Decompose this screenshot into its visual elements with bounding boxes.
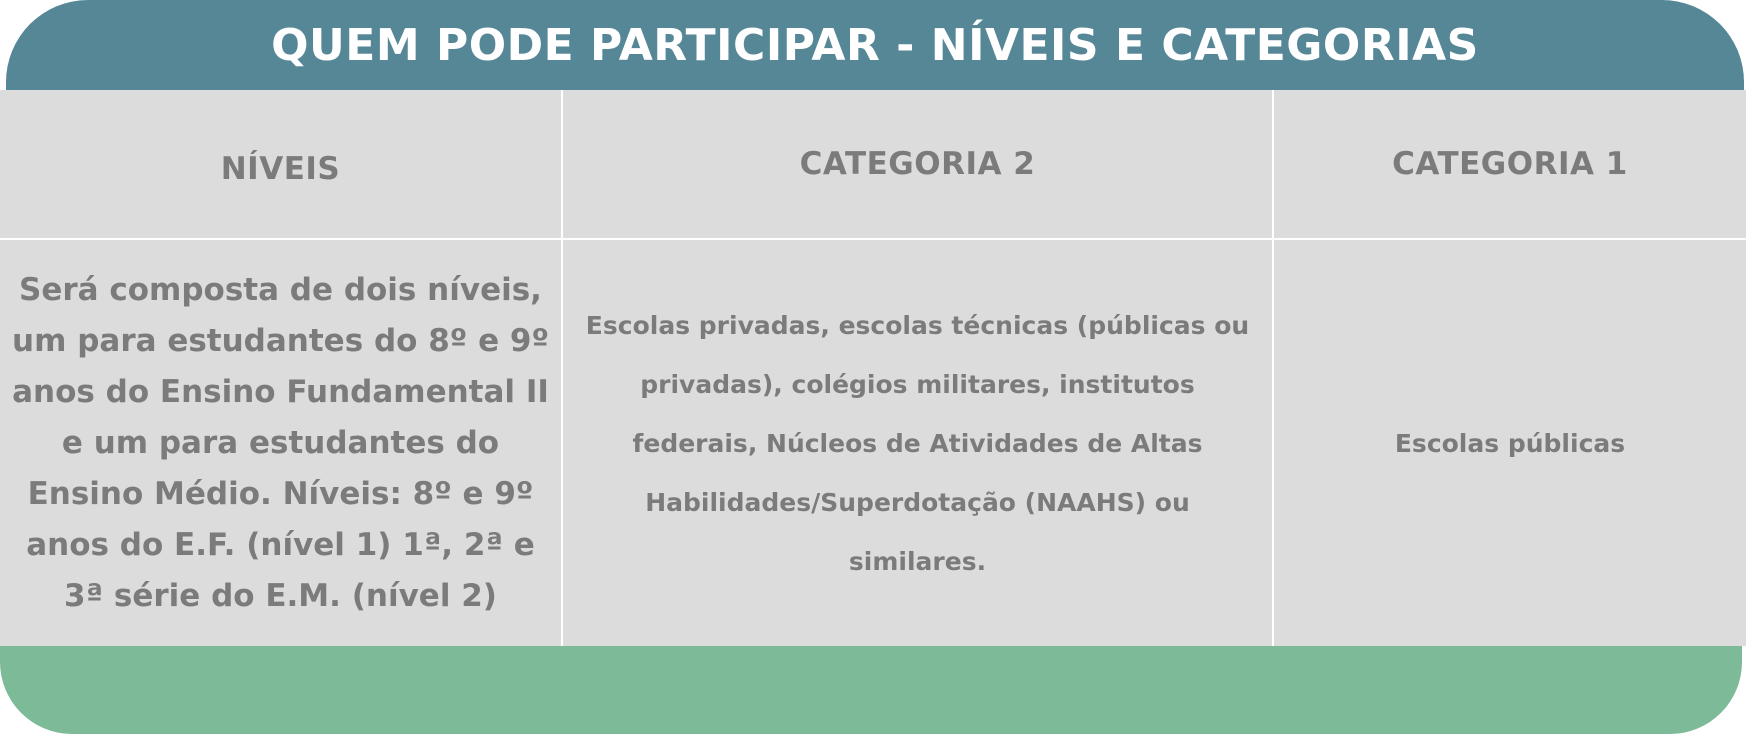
niveis-description: Será composta de dois níveis, um para estudantes do 8º e 9º anos do Ensino Fundamental II e um para estudantes do Ensino Médio. Níveis: 8º e 9º anos do E.F. (nível 1) 1ª, 2ª e 3ª série do E.M. (nível 2) (12, 271, 549, 614)
header-cell-categoria-2 (563, 90, 1274, 240)
column-heading-niveis: NÍVEIS (220, 151, 341, 187)
header-cell-categoria-1 (1274, 90, 1746, 240)
title-banner (6, 0, 1744, 90)
body-cell-categoria-1 (1274, 240, 1746, 646)
categoria-1-description: Escolas públicas (1394, 428, 1626, 458)
column-heading-categoria-1: CATEGORIA 1 (1392, 146, 1628, 182)
body-cell-niveis (0, 240, 563, 646)
body-cell-categoria-2 (563, 240, 1274, 646)
header-cell-niveis (0, 90, 563, 240)
participation-table (0, 90, 1746, 646)
column-heading-categoria-2: CATEGORIA 2 (799, 146, 1036, 182)
footer-band (0, 646, 1742, 734)
categoria-2-description: Escolas privadas, escolas técnicas (públicas ou privadas), colégios militares, institutos federais, Núcleos de Atividades de Altas Habilidades/Superdotação (NAAHS) ou similares. (585, 310, 1250, 576)
page-title: QUEM PODE PARTICIPAR - NÍVEIS E CATEGORIAS (271, 19, 1479, 71)
